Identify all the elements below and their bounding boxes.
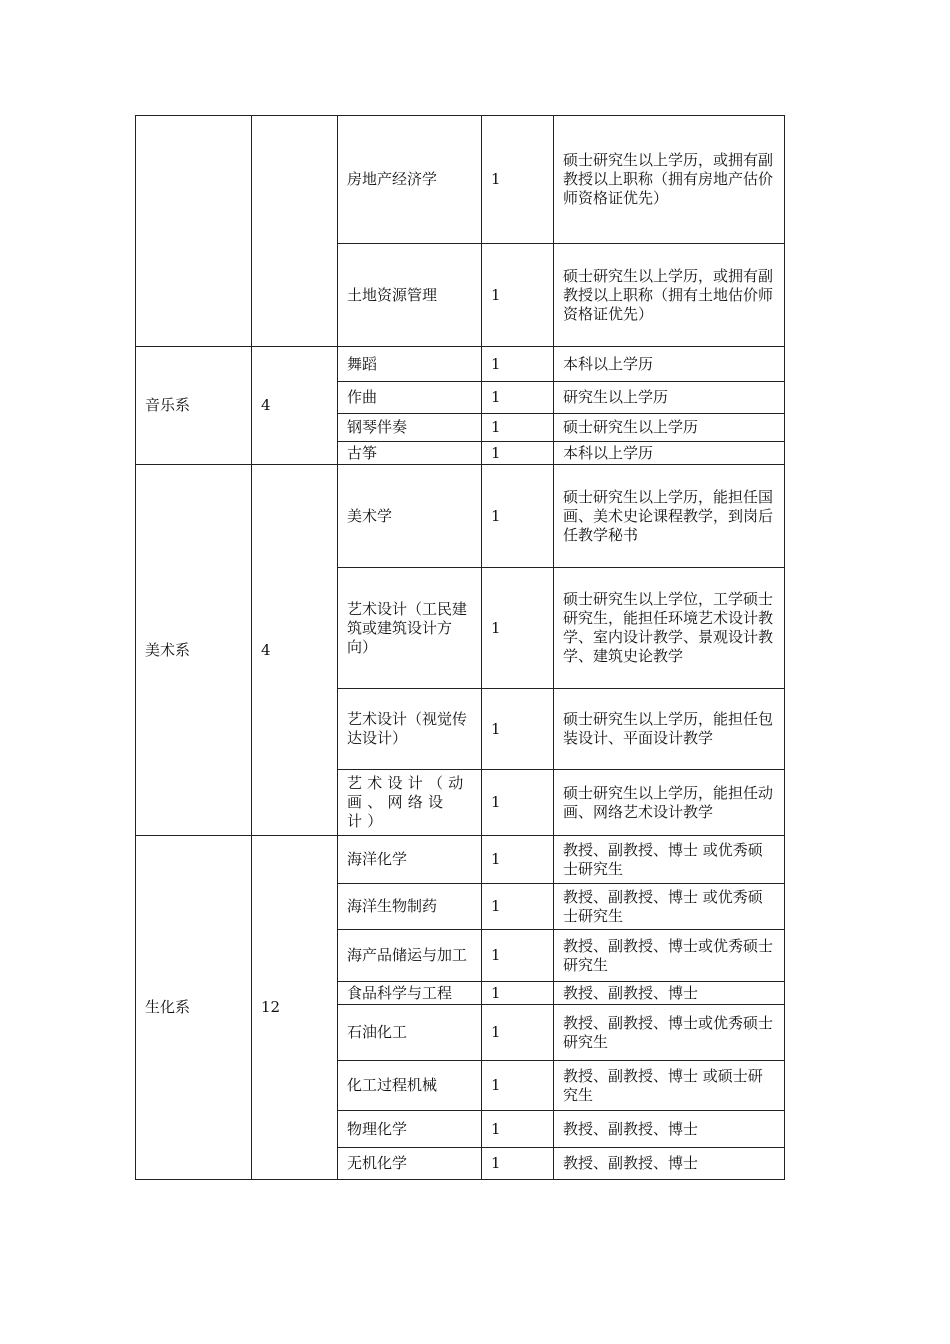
recruitment-table: [135, 115, 785, 1180]
quota-cell: 1: [482, 1111, 554, 1148]
requirement-cell: 教授、副教授、博士 或优秀硕士研究生: [554, 884, 785, 930]
major-cell: 石油化工: [338, 1005, 482, 1061]
major-cell: 艺术设计（视觉传达设计）: [338, 689, 482, 770]
quota-cell: 1: [482, 884, 554, 930]
requirement-cell: 教授、副教授、博士: [554, 982, 785, 1005]
quota-cell: 1: [482, 442, 554, 465]
major-cell: 钢琴伴奏: [338, 414, 482, 442]
requirement-cell: 教授、副教授、博士: [554, 1111, 785, 1148]
department-count-cell: 12: [252, 836, 338, 1180]
department-name-cell: 音乐系: [136, 347, 252, 465]
department-count-cell: 4: [252, 347, 338, 465]
major-cell: 艺术设计（工民建筑或建筑设计方向）: [338, 568, 482, 689]
major-cell: 土地资源管理: [338, 244, 482, 347]
requirement-cell: 硕士研究生以上学位，工学硕士研究生，能担任环境艺术设计教学、室内设计教学、景观设计教学、建筑史论教学: [554, 568, 785, 689]
major-cell: 海产品储运与加工: [338, 930, 482, 982]
quota-cell: 1: [482, 1148, 554, 1180]
requirement-cell: 教授、副教授、博士 或硕士研究生: [554, 1061, 785, 1111]
requirement-cell: 教授、副教授、博士 或优秀硕士研究生: [554, 836, 785, 884]
major-cell: 艺术设计（动画、网络设计）: [338, 770, 482, 836]
table-row: [136, 836, 785, 884]
requirement-cell: 硕士研究生以上学历，或拥有副教授以上职称（拥有房地产估价师资格证优先）: [554, 116, 785, 244]
table-row: [136, 347, 785, 382]
requirement-cell: 硕士研究生以上学历: [554, 414, 785, 442]
quota-cell: 1: [482, 382, 554, 414]
requirement-cell: 硕士研究生以上学历，能担任动画、网络艺术设计教学: [554, 770, 785, 836]
requirement-cell: 硕士研究生以上学历，或拥有副教授以上职称（拥有土地估价师资格证优先）: [554, 244, 785, 347]
quota-cell: 1: [482, 930, 554, 982]
department-name-cell: 美术系: [136, 465, 252, 836]
requirement-cell: 研究生以上学历: [554, 382, 785, 414]
quota-cell: 1: [482, 347, 554, 382]
requirement-cell: 硕士研究生以上学历，能担任包装设计、平面设计教学: [554, 689, 785, 770]
department-name-cell: 生化系: [136, 836, 252, 1180]
quota-cell: 1: [482, 465, 554, 568]
requirement-cell: 硕士研究生以上学历，能担任国画、美术史论课程教学，到岗后任教学秘书: [554, 465, 785, 568]
quota-cell: 1: [482, 1061, 554, 1111]
major-cell: 房地产经济学: [338, 116, 482, 244]
major-cell: 食品科学与工程: [338, 982, 482, 1005]
major-cell: 古筝: [338, 442, 482, 465]
major-cell: 作曲: [338, 382, 482, 414]
requirement-cell: 教授、副教授、博士或优秀硕士研究生: [554, 1005, 785, 1061]
major-cell: 化工过程机械: [338, 1061, 482, 1111]
requirement-cell: 本科以上学历: [554, 347, 785, 382]
major-cell: 海洋生物制药: [338, 884, 482, 930]
department-name-cell: [136, 116, 252, 347]
requirement-cell: 教授、副教授、博士或优秀硕士研究生: [554, 930, 785, 982]
quota-cell: 1: [482, 568, 554, 689]
department-count-cell: [252, 116, 338, 347]
table-row: [136, 465, 785, 568]
quota-cell: 1: [482, 836, 554, 884]
quota-cell: 1: [482, 116, 554, 244]
department-count-cell: 4: [252, 465, 338, 836]
major-cell: 美术学: [338, 465, 482, 568]
quota-cell: 1: [482, 982, 554, 1005]
quota-cell: 1: [482, 770, 554, 836]
quota-cell: 1: [482, 1005, 554, 1061]
major-cell: 物理化学: [338, 1111, 482, 1148]
table-row: [136, 116, 785, 244]
quota-cell: 1: [482, 414, 554, 442]
major-cell: 无机化学: [338, 1148, 482, 1180]
requirement-cell: 本科以上学历: [554, 442, 785, 465]
major-cell: 海洋化学: [338, 836, 482, 884]
quota-cell: 1: [482, 244, 554, 347]
requirement-cell: 教授、副教授、博士: [554, 1148, 785, 1180]
major-cell: 舞蹈: [338, 347, 482, 382]
quota-cell: 1: [482, 689, 554, 770]
